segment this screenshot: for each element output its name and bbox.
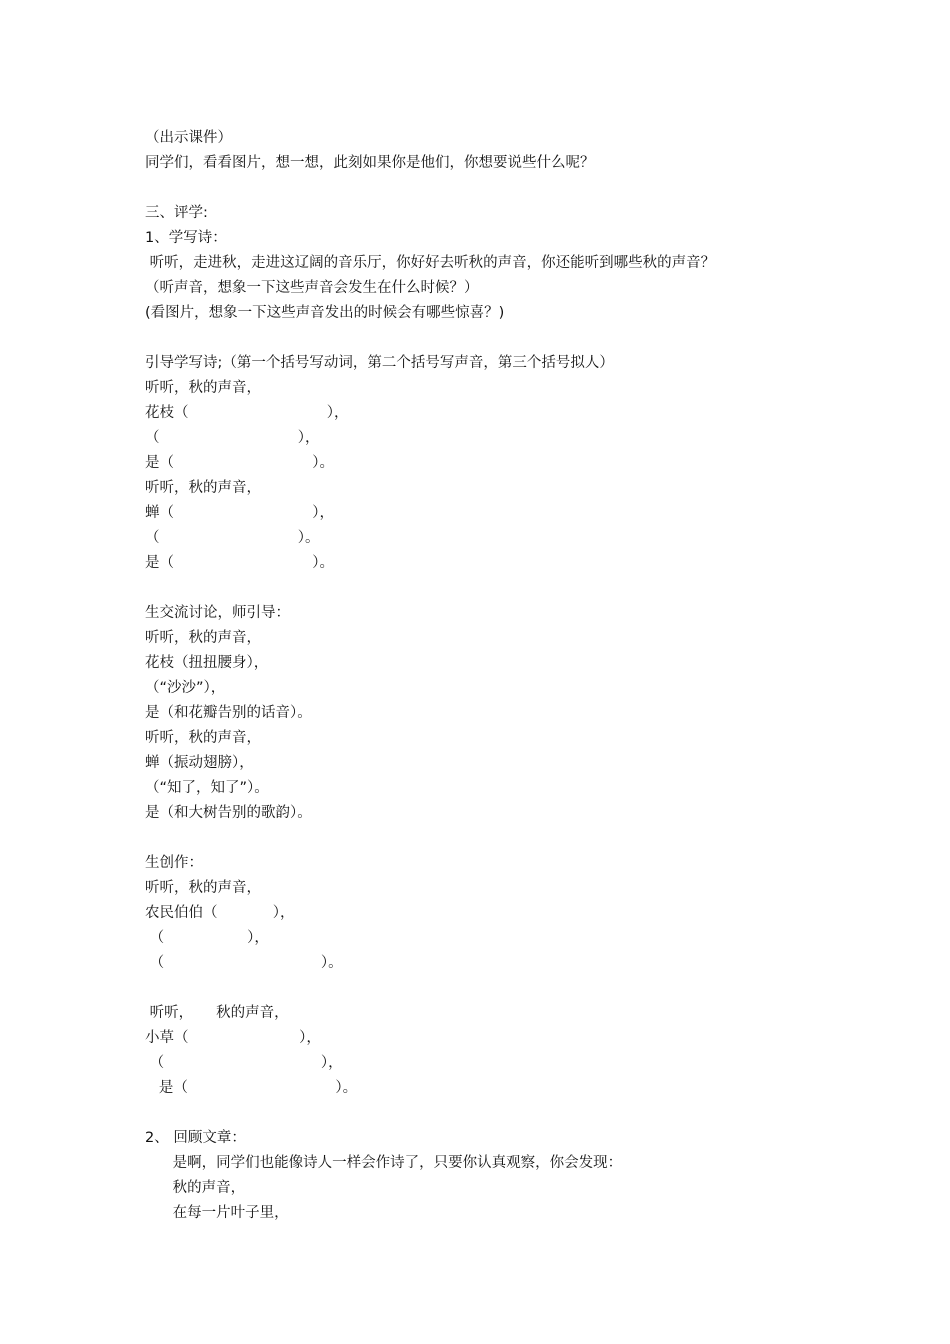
poem-line: （“沙沙”）， [145, 680, 226, 696]
poem-line: 是（和花瓣告别的话音）。 [145, 705, 312, 721]
poem-line: （“知了，知了”）。 [145, 780, 269, 796]
text-line: （听声音，想象一下这些声音会发生在什么时候？） [145, 280, 479, 296]
poem-line: （ ）。 [145, 530, 320, 546]
poem-line: 花枝（扭扭腰身）， [145, 655, 269, 671]
text-line: 引导学写诗;（第一个括号写动词，第二个括号写声音，第三个括号拟人） [145, 355, 614, 371]
text-line: 是啊，同学们也能像诗人一样会作诗了，只要你认真观察，你会发现： [145, 1155, 623, 1171]
text-line: 生交流讨论，师引导： [145, 605, 290, 621]
text-line: (看图片，想象一下这些声音发出的时候会有哪些惊喜？) [145, 305, 505, 321]
section-heading: 三、评学: [145, 205, 208, 221]
poem-line: 听听，秋的声音， [145, 480, 261, 496]
poem-line: 农民伯伯（ ）， [145, 905, 295, 921]
subsection-heading: 2、 回顾文章： [145, 1130, 246, 1146]
poem-line: （ ）， [145, 1055, 343, 1071]
poem-line: 小草（ ）， [145, 1030, 321, 1046]
poem-line: 是（ ）。 [145, 1080, 358, 1096]
text-line: 秋的声音， [145, 1180, 246, 1196]
poem-line: 听听，秋的声音， [145, 380, 261, 396]
text-line: 生创作： [145, 855, 203, 871]
poem-line: 是（ ）。 [145, 555, 335, 571]
poem-line: （ ）， [145, 930, 269, 946]
text-line: （出示课件） [145, 130, 232, 146]
poem-line: （ ）， [145, 430, 320, 446]
poem-line: 蝉（振动翅膀）， [145, 755, 254, 771]
poem-line: 听听，秋的声音， [145, 880, 261, 896]
poem-line: 听听， 秋的声音， [145, 1005, 289, 1021]
poem-line: 听听，秋的声音， [145, 630, 261, 646]
poem-line: 是（ ）。 [145, 455, 335, 471]
poem-line: 花枝（ ）， [145, 405, 349, 421]
poem-line: （ ）。 [145, 955, 343, 971]
text-line: 听听，走进秋，走进这辽阔的音乐厅，你好好去听秋的声音，你还能听到哪些秋的声音？ [145, 255, 716, 271]
poem-line: 蝉（ ）， [145, 505, 335, 521]
subsection-heading: 1、学写诗： [145, 230, 227, 246]
text-line: 在每一片叶子里， [145, 1205, 289, 1221]
poem-line: 是（和大树告别的歌韵）。 [145, 805, 312, 821]
text-line: 同学们，看看图片，想一想，此刻如果你是他们，你想要说些什么呢？ [145, 155, 595, 171]
poem-line: 听听，秋的声音， [145, 730, 261, 746]
